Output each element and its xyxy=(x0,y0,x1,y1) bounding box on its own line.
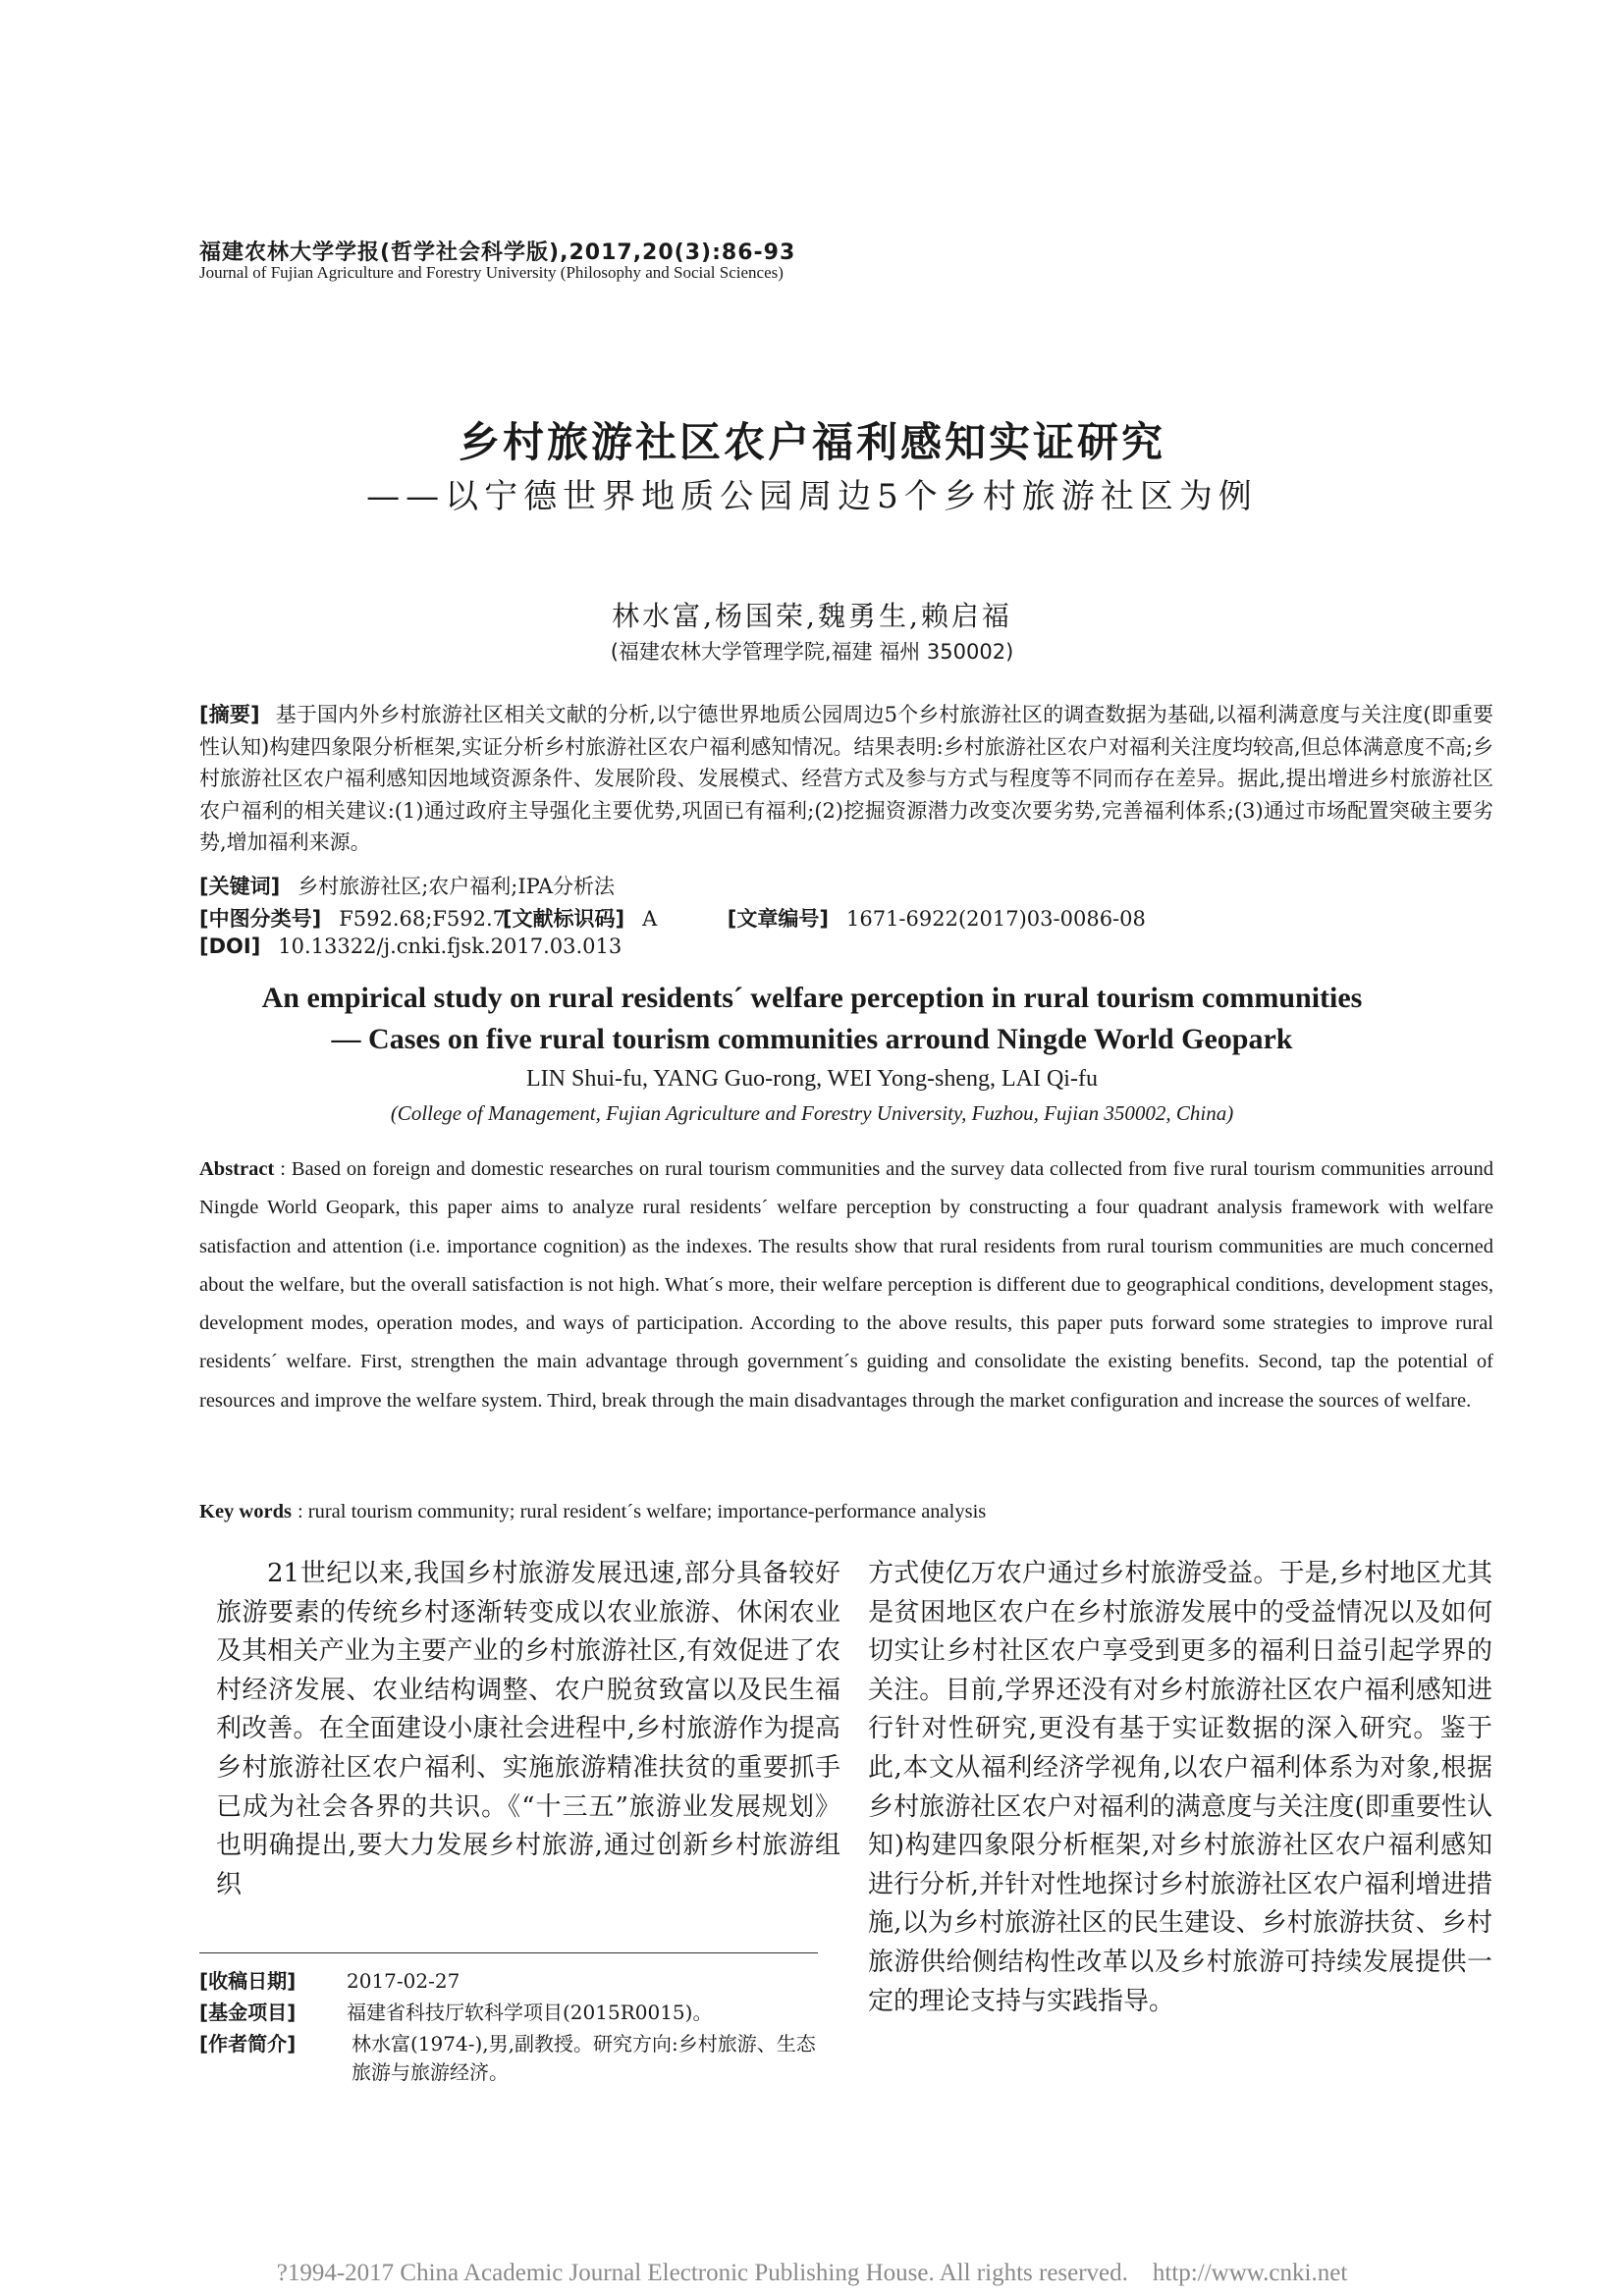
received-label: [收稿日期] xyxy=(199,1969,297,1993)
affiliation-en: (College of Management, Fujian Agriculture and Forestry University, Fuzhou, Fujian 350002, China) xyxy=(390,1101,1234,1125)
doc-code-value: A xyxy=(642,907,658,931)
abstract-cn-text: 基于国内外乡村旅游社区相关文献的分析,以宁德世界地质公园周边5个乡村旅游社区的调查数据为基础,以福利满意度与关注度(即重要性认知)构建四象限分析框架,实证分析乡村旅游社区农户福利感知情况。结果表明:乡村旅游社区农户对福利关注度均较高,但总体满意度不高;乡村旅游社区农户福利感知因地域资源条件、发展阶段、发展模式、经营方式及参与方式与程度等不同而存在差异。据此,提出增进乡村旅游社区农户福利的相关建议:(1)通过政府主导强化主要优势,巩固已有福利;(2)挖掘资源潜力改变次要劣势,完善福利体系;(3)通过市场配置突破主要劣势,增加福利来源。 xyxy=(199,703,1493,854)
author-value: 林水富(1974-),男,副教授。研究方向:乡村旅游、生态旅游与旅游经济。 xyxy=(352,2032,816,2084)
article-number-value: 1671-6922(2017)03-0086-08 xyxy=(845,907,1146,931)
abstract-en xyxy=(199,1150,1493,1420)
footnote-fund xyxy=(199,1999,712,2027)
keywords-cn-label: [关键词] xyxy=(199,875,281,898)
footnote-author xyxy=(199,2030,828,2099)
keywords-cn xyxy=(199,871,615,900)
paper-title-en-line2: — Cases on five rural tourism communities arround Ningde World Geopark xyxy=(331,1023,1293,1055)
author-label: [作者简介] xyxy=(199,2032,297,2056)
doc-code-label: [文献标识码] xyxy=(502,907,625,931)
body-column-left: 21世纪以来,我国乡村旅游发展迅速,部分具备较好旅游要素的传统乡村逐渐转变成以农业旅游、休闲农业及其相关产业为主要产业的乡村旅游社区,有效促进了农村经济发展、农业结构调整、农户脱贫致富以及民生福利改善。在全面建设小康社会进程中,乡村旅游作为提高乡村旅游社区农户福利、实施旅游精准扶贫的重要抓手已成为社会各界的共识。《“十三五”旅游业发展规划》也明确提出,要大力发展乡村旅游,通过创新乡村旅游组织 xyxy=(216,1559,840,1899)
clc-value: F592.68;F592.7 xyxy=(339,907,507,931)
paper-title-cn: 乡村旅游社区农户福利感知实证研究 xyxy=(458,418,1165,466)
received-value: 2017-02-27 xyxy=(347,1969,460,1993)
abstract-cn xyxy=(199,699,1493,859)
keywords-en-text: : rural tourism community; rural resident´s welfare; importance-performance analysis xyxy=(297,1501,987,1522)
article-number-label: [文章编号] xyxy=(727,907,829,931)
fund-label: [基金项目] xyxy=(199,2001,297,2024)
authors-cn: 林水富,杨国荣,魏勇生,赖启福 xyxy=(612,600,1012,632)
doi-value: 10.13322/j.cnki.fjsk.2017.03.013 xyxy=(278,934,623,958)
paper-subtitle-cn: ——以宁德世界地质公园周边5个乡村旅游社区为例 xyxy=(366,477,1258,516)
body-column-right: 方式使亿万农户通过乡村旅游受益。于是,乡村地区尤其是贫困地区农户在乡村旅游发展中的受益情况以及如何切实让乡村社区农户享受到更多的福利日益引起学界的关注。目前,学界还没有对乡村旅游社区农户福利感知进行针对性研究,更没有基于实证数据的深入研究。鉴于此,本文从福利经济学视角,以农户福利体系为对象,根据乡村旅游社区农户对福利的满意度与关注度(即重要性认知)构建四象限分析框架,对乡村旅游社区农户福利感知进行分析,并针对性地探讨乡村旅游社区农户福利增进措施,以为乡村旅游社区的民生建设、乡村旅游扶贫、乡村旅游供给侧结构性改革以及乡村旅游可持续发展提供一定的理论支持与实践指导。 xyxy=(868,1559,1492,2016)
footnote-divider xyxy=(199,1952,818,1953)
abstract-cn-label: [摘要] xyxy=(199,703,260,726)
abstract-en-text: : Based on foreign and domestic researches on rural tourism communities and the survey data collected from five rural tourism communities arround Ningde World Geopark, this paper aims to analyze rural residents´ welfare perception by constructing a four quadrant analysis framework with welfare satisfaction and attention (i.e. importance cognition) as the indexes. The results show that rural residents from rural tourism communities are much concerned about the welfare, but the overall satisfaction is not high. What´s more, their welfare perception is different due to geographical conditions, development stages, development modes, operation modes, and ways of participation. According to the above results, this paper puts forward some strategies to improve rural residents´ welfare. First, strengthen the main advantage through government´s guiding and consolidate the existing benefits. Second, tap the potential of resources and improve the welfare system. Third, break through the main disadvantages through the market configuration and increase the sources of welfare. xyxy=(199,1158,1493,1412)
keywords-en-label: Key words xyxy=(199,1501,292,1522)
doi-label: [DOI] xyxy=(199,934,261,958)
authors-en: LIN Shui-fu, YANG Guo-rong, WEI Yong-sheng, LAI Qi-fu xyxy=(526,1066,1098,1092)
keywords-en xyxy=(199,1501,986,1523)
footnote-received xyxy=(199,1967,460,1996)
fund-value: 福建省科技厅软科学项目(2015R0015)。 xyxy=(347,2001,713,2024)
clc-label: [中图分类号] xyxy=(199,907,322,931)
affiliation-cn: (福建农林大学管理学院,福建 福州 350002) xyxy=(610,640,1014,664)
journal-citation-cn: 福建农林大学学报(哲学社会科学版),2017,20(3):86-93 xyxy=(199,240,796,265)
copyright-footer: ?1994-2017 China Academic Journal Electronic Publishing House. All rights reserved. http://www.cnki.net xyxy=(276,2260,1348,2286)
abstract-en-label: Abstract xyxy=(199,1158,275,1180)
journal-citation-en: Journal of Fujian Agriculture and Forestry University (Philosophy and Social Sciences) xyxy=(199,263,784,282)
classification-line xyxy=(199,903,1146,933)
keywords-cn-text: 乡村旅游社区;农户福利;IPA分析法 xyxy=(298,875,616,898)
paper-title-en-line1: An empirical study on rural residents´ welfare perception in rural tourism communities xyxy=(261,982,1363,1014)
doi-line xyxy=(199,934,622,958)
